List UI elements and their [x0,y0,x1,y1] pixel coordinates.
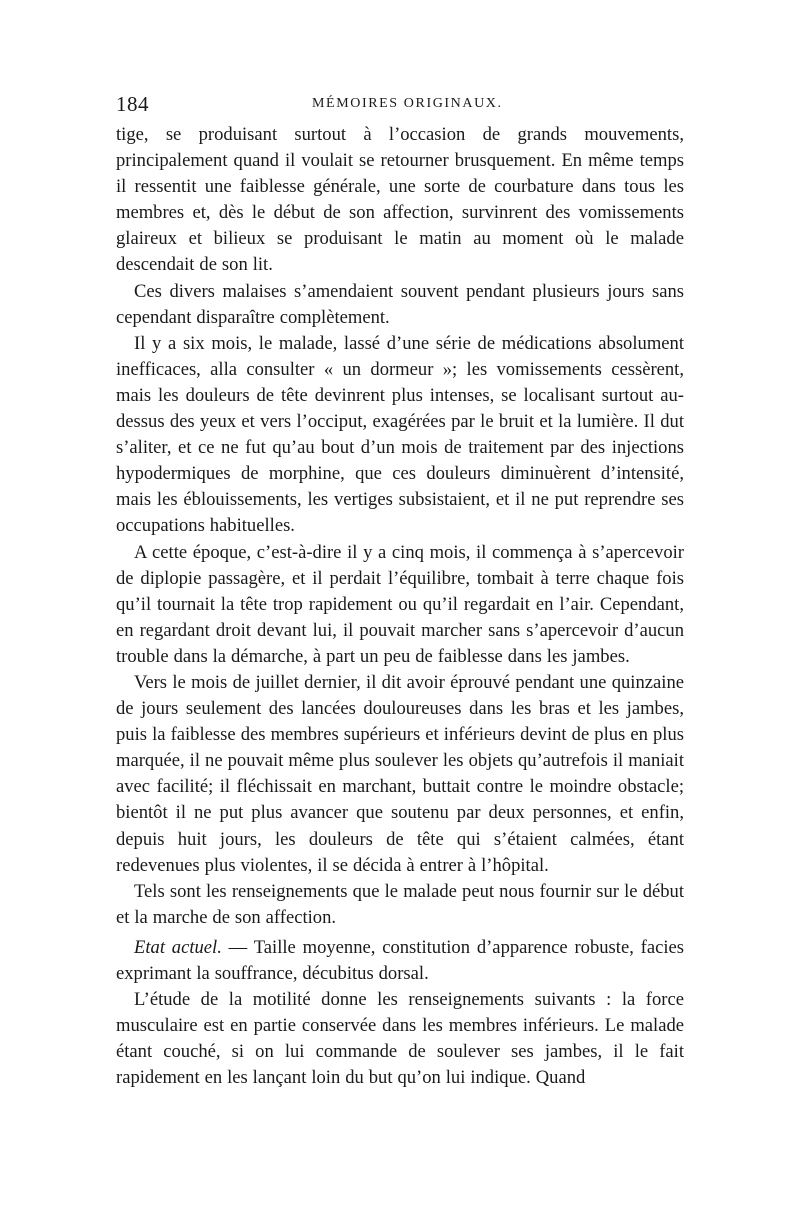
paragraph-continuation: tige, se produisant surtout à l’occasion de grands mouvements, principalement quand il voulait se retourner brusquement. En même temps il ressentit une faiblesse générale, une sorte de courbature dans tous les membres et, dès le début de son affection, survinrent des vomissements glaireux et bilieux se produisant le matin au moment où le malade descendait de son lit. [116,124,684,276]
paragraph-renseignements: Tels sont les renseignements que le malade peut nous fournir sur le début et la marche de son affection. [116,880,684,928]
paragraph-cinq-mois: A cette époque, c’est-à-dire il y a cinq mois, il commença à s’apercevoir de diplopie passagère, et il perdait l’équilibre, tombait à terre chaque fois qu’il tournait la tête trop rapidement ou qu’il regardait en l’air. Cependant, en regardant droit devant lui, il pouvait marcher sans s’apercevoir d’aucun trouble dans la démarche, à part un peu de faiblesse dans les jambes. [116,541,684,667]
running-header [116,92,684,122]
page-number: 184 [116,92,149,116]
section-label-etat-actuel: Etat actuel. [134,936,222,958]
paragraph-motilite: L’étude de la motilité donne les renseignements suivants : la force musculaire est en partie conservée dans les membres inférieurs. Le malade étant couché, si on lui commande de soulever ses jambes, il le fait rapidement en les lançant loin du but qu’on lui indique. Quand [116,989,684,1089]
paragraph-malaises: Ces divers malaises s’amendaient souvent pendant plusieurs jours sans cependant disparaître complètement. [116,280,684,328]
paragraph-etat-actuel [116,935,684,987]
book-page [116,92,684,1091]
etat-actuel-text: — Taille moyenne, constitution d’apparence robuste, facies exprimant la souffrance, décubitus dorsal. [116,936,685,984]
running-title: MÉMOIRES ORIGINAUX. [312,96,503,111]
paragraph-juillet: Vers le mois de juillet dernier, il dit avoir éprouvé pendant une quinzaine de jours seulement des lancées douloureuses dans les bras et les jambes, puis la faiblesse des membres supérieurs et inférieurs devint de plus en plus marquée, il ne pouvait même plus soulever les objets qu’autrefois il maniait avec facilité; il fléchissait en marchant, buttait contre le moindre obstacle; bientôt il ne put plus avancer que soutenu par deux personnes, et enfin, depuis huit jours, les douleurs de tête qui s’étaient calmées, étant redevenues plus violentes, il se décida à entrer à l’hôpital. [116,671,684,876]
paragraph-six-mois: Il y a six mois, le malade, lassé d’une série de médications absolument inefficaces, alla consulter « un dormeur »; les vomissements cessèrent, mais les douleurs de tête devinrent plus intenses, se localisant surtout au-dessus des yeux et vers l’occiput, exagérées par le bruit et la lumière. Il dut s’aliter, et ce ne fut qu’au bout d’un mois de traitement par des injections hypodermiques de morphine, que ces douleurs diminuèrent d’intensité, mais les éblouissements, les vertiges subsistaient, et il ne put reprendre ses occupations habituelles. [116,332,684,537]
body-text [116,122,684,1091]
